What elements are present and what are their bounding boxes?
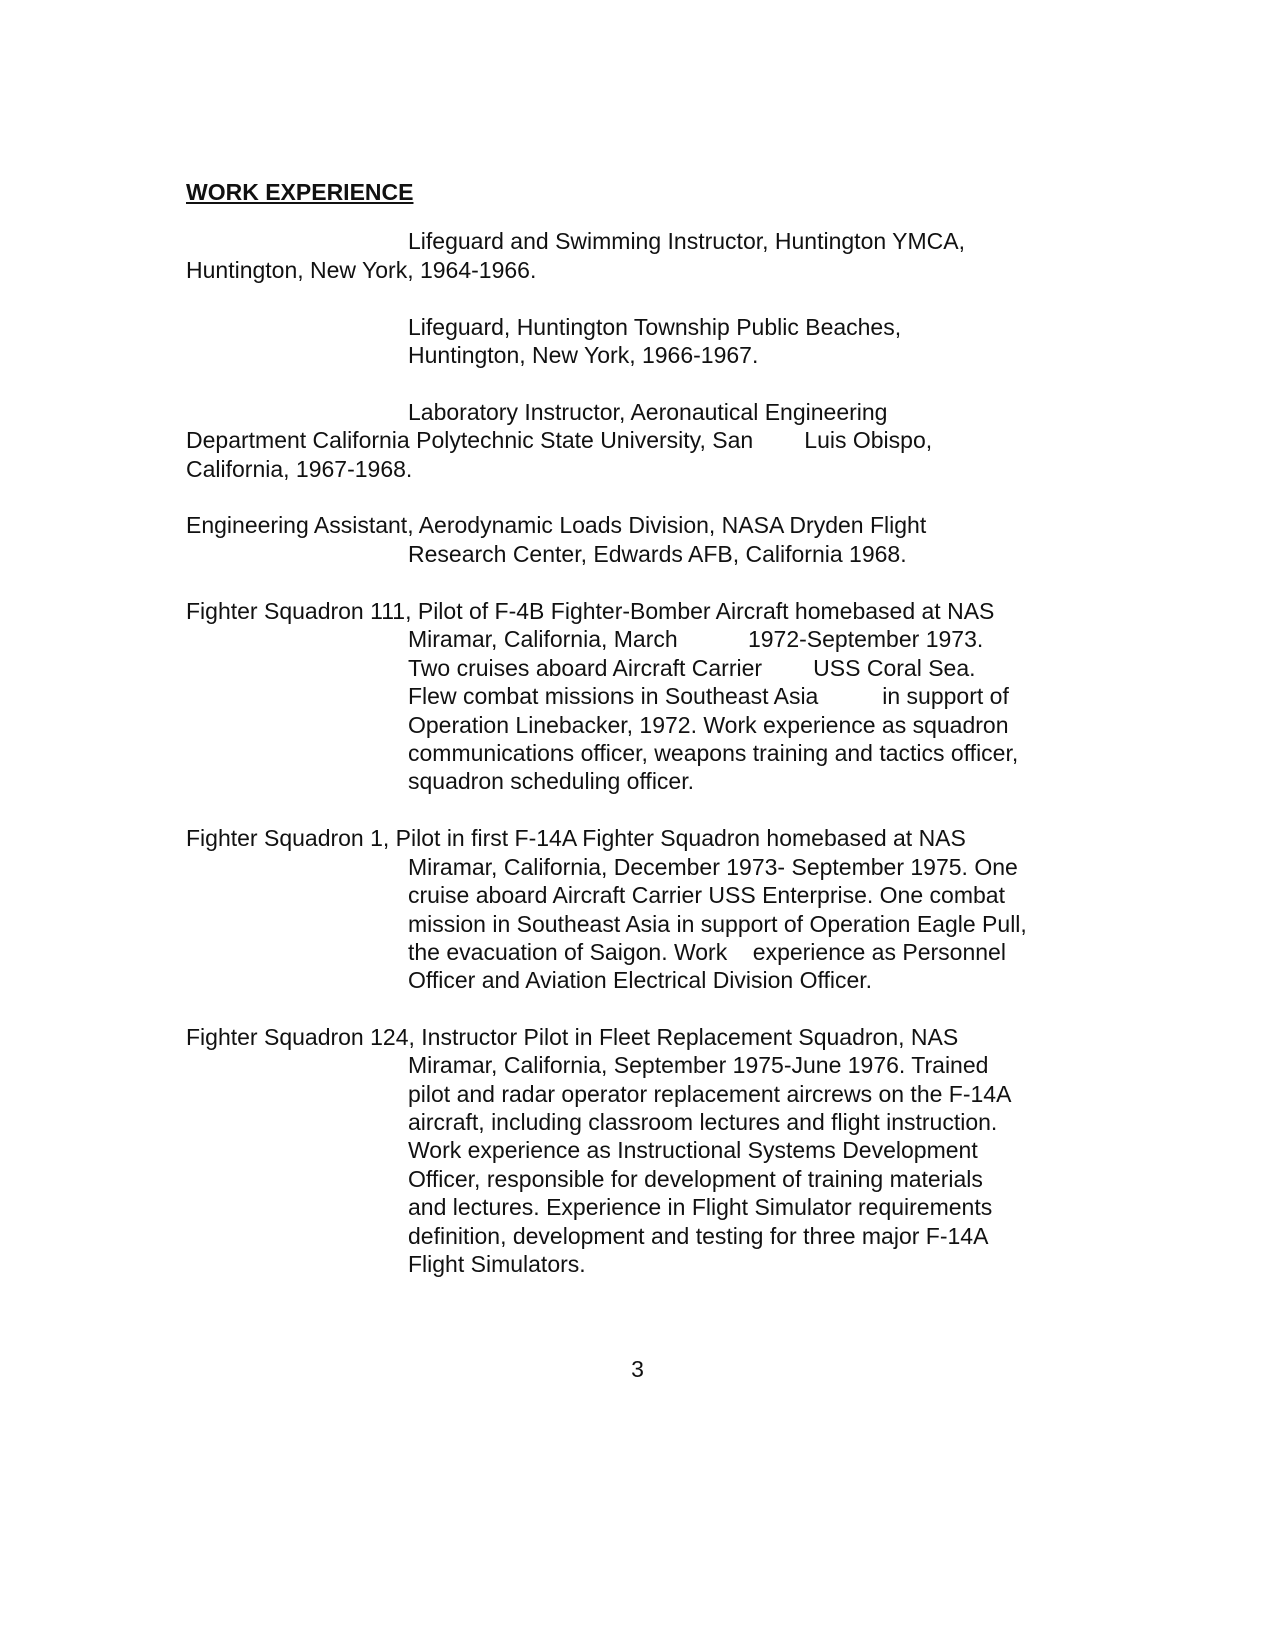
- entry-line: Miramar, California, September 1975-June 1976. Trained: [408, 1052, 989, 1078]
- entry-line: Officer and Aviation Electrical Division Officer.: [408, 967, 873, 993]
- entry-line: Fighter Squadron 111, Pilot of F-4B Fighter-Bomber Aircraft homebased at NAS: [186, 598, 995, 624]
- entry-line: Flew combat missions in Southeast Asia in support of: [408, 683, 1009, 709]
- entry-line: Fighter Squadron 124, Instructor Pilot in Fleet Replacement Squadron, NAS: [186, 1024, 959, 1050]
- entry-line: Flight Simulators.: [408, 1251, 586, 1277]
- entry-line: Fighter Squadron 1, Pilot in first F-14A Fighter Squadron homebased at NAS: [186, 825, 966, 851]
- entry-line: squadron scheduling officer.: [408, 768, 694, 794]
- entry-line: Work experience as Instructional Systems Development: [408, 1137, 978, 1163]
- entry-line: and lectures. Experience in Flight Simulator requirements: [408, 1194, 993, 1220]
- entry-line: Research Center, Edwards AFB, California 1968.: [408, 541, 907, 567]
- entry-line: Lifeguard and Swimming Instructor, Huntington YMCA,: [408, 228, 965, 254]
- entry-line: Engineering Assistant, Aerodynamic Loads Division, NASA Dryden Flight: [186, 512, 927, 538]
- entry-line: Officer, responsible for development of training materials: [408, 1166, 983, 1192]
- entry-line: Department California Polytechnic State University, San Luis Obispo,: [186, 427, 933, 453]
- entry-line: Two cruises aboard Aircraft Carrier USS Coral Sea.: [408, 655, 976, 681]
- entry-line: communications officer, weapons training and tactics officer,: [408, 740, 1019, 766]
- entry-line: Miramar, California, March 1972-September 1973.: [408, 626, 984, 652]
- entry-line: definition, development and testing for three major F-14A: [408, 1223, 989, 1249]
- entry-line: Laboratory Instructor, Aeronautical Engineering: [408, 399, 888, 425]
- page-number: 3: [631, 1356, 644, 1382]
- entry-line: aircraft, including classroom lectures and flight instruction.: [408, 1109, 998, 1135]
- entry-line: mission in Southeast Asia in support of Operation Eagle Pull,: [408, 911, 1027, 937]
- entry-line: Miramar, California, December 1973- September 1975. One: [408, 854, 1018, 880]
- entry-line: Operation Linebacker, 1972. Work experience as squadron: [408, 712, 1009, 738]
- section-heading: WORK EXPERIENCE: [186, 179, 414, 205]
- entry-line: pilot and radar operator replacement aircrews on the F-14A: [408, 1081, 1012, 1107]
- entry-line: California, 1967-1968.: [186, 456, 413, 482]
- entry-line: Huntington, New York, 1964-1966.: [186, 257, 537, 283]
- entry-line: Huntington, New York, 1966-1967.: [408, 342, 759, 368]
- entry-line: cruise aboard Aircraft Carrier USS Enterprise. One combat: [408, 882, 1005, 908]
- entry-line: Lifeguard, Huntington Township Public Beaches,: [408, 314, 902, 340]
- entry-line: the evacuation of Saigon. Work experience as Personnel: [408, 939, 1006, 965]
